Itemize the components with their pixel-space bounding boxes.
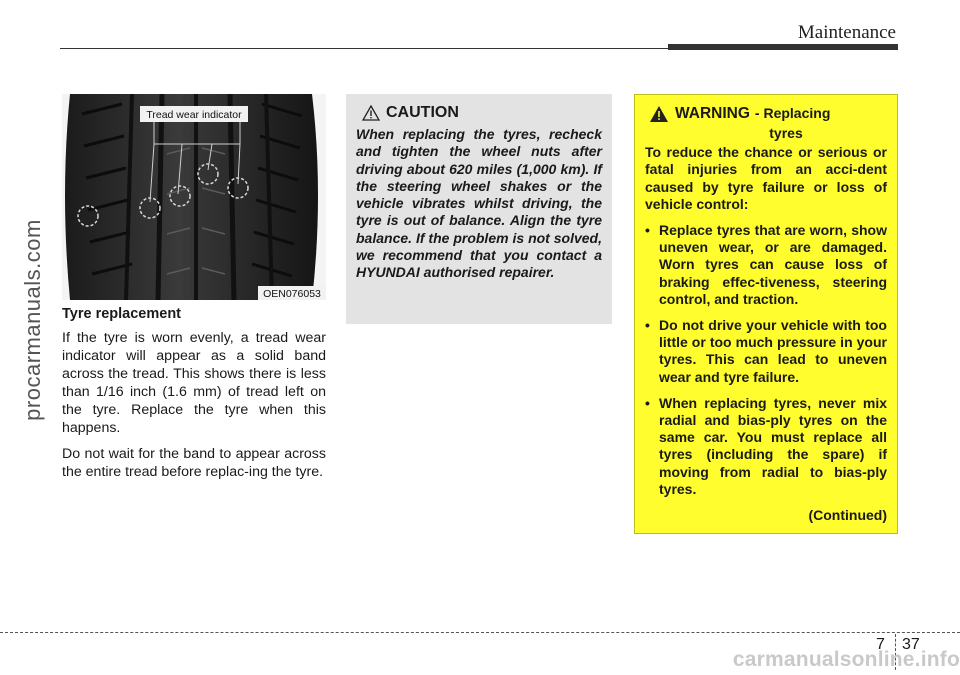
caution-title: CAUTION [386,104,459,121]
footer-site-text: carmanualsonline.info [732,648,960,671]
warning-triangle-icon [649,105,669,123]
warning-box [634,94,898,534]
caution-triangle-icon [362,105,380,121]
header-rule [60,48,670,49]
caution-header [362,104,602,122]
tyre-replacement-heading: Tyre replacement [62,306,182,322]
footer-rule [0,632,960,633]
tyre-tread-illustration [62,94,326,300]
continued-label: (Continued) [808,507,887,524]
warning-bullet-text: Replace tyres that are worn, show uneven wear, or are damaged. Worn tyres can cause loss of braking effec-tiveness, steering control, and traction. [659,222,887,307]
paragraph-do-not-wait: Do not wait for the band to appear across the entire tread before replac-ing the tyre. [62,446,326,480]
page-number: 37 [902,636,920,653]
warning-bullet-text: When replacing tyres, never mix radial and bias-ply tyres on the same car. You must replace all tyres (including the spare) if moving from radial to bias-ply tyres. [659,394,887,497]
warning-bullet [645,222,887,308]
section-title: Maintenance [797,22,896,43]
bullet-icon: • [645,222,650,239]
paragraph-tread-indicator: If the tyre is worn evenly, a tread wear indicator will appear as a solid band across the tread. This shows there is less than 1/16 inch (1.6 mm) of tread left on the tyre. Replace the tyre when this happens. [62,330,326,436]
figure-code: OEN076053 [263,288,321,300]
watermark-text: procarmanuals.com [20,219,45,421]
section-number: 7 [876,636,885,653]
bullet-icon: • [645,317,650,334]
warning-intro: To reduce the chance or serious or fatal injuries from an acci-dent caused by tyre failure or loss of vehicle control: [645,144,887,212]
caution-box [346,94,612,324]
caution-body: When replacing the tyres, recheck and tighten the wheel nuts after driving about 620 miles (1,000 km). If the steering wheel shakes or the vehicle vibrates whilst driving, the tyre is out of balance. Align the tyre balance. If the problem is not solved, we recommend that you contact a HYUNDAI authorised repairer. [356,126,602,281]
warning-bullet [645,317,887,386]
warning-bullet [645,395,887,498]
header-bar [668,44,898,50]
tread-wear-indicator-label: Tread wear indicator [146,109,242,121]
tyre-figure [62,94,326,300]
warning-header [649,105,887,123]
warning-subtitle: - Replacing [754,105,831,121]
left-column [62,305,326,489]
bullet-icon: • [645,394,650,411]
warning-subtitle-line2: tyres [769,125,803,141]
warning-title: WARNING [675,105,750,122]
warning-bullet-text: Do not drive your vehicle with too little or too much pressure in your tyres. This can lead to uneven wear and tyre failure. [659,317,887,385]
